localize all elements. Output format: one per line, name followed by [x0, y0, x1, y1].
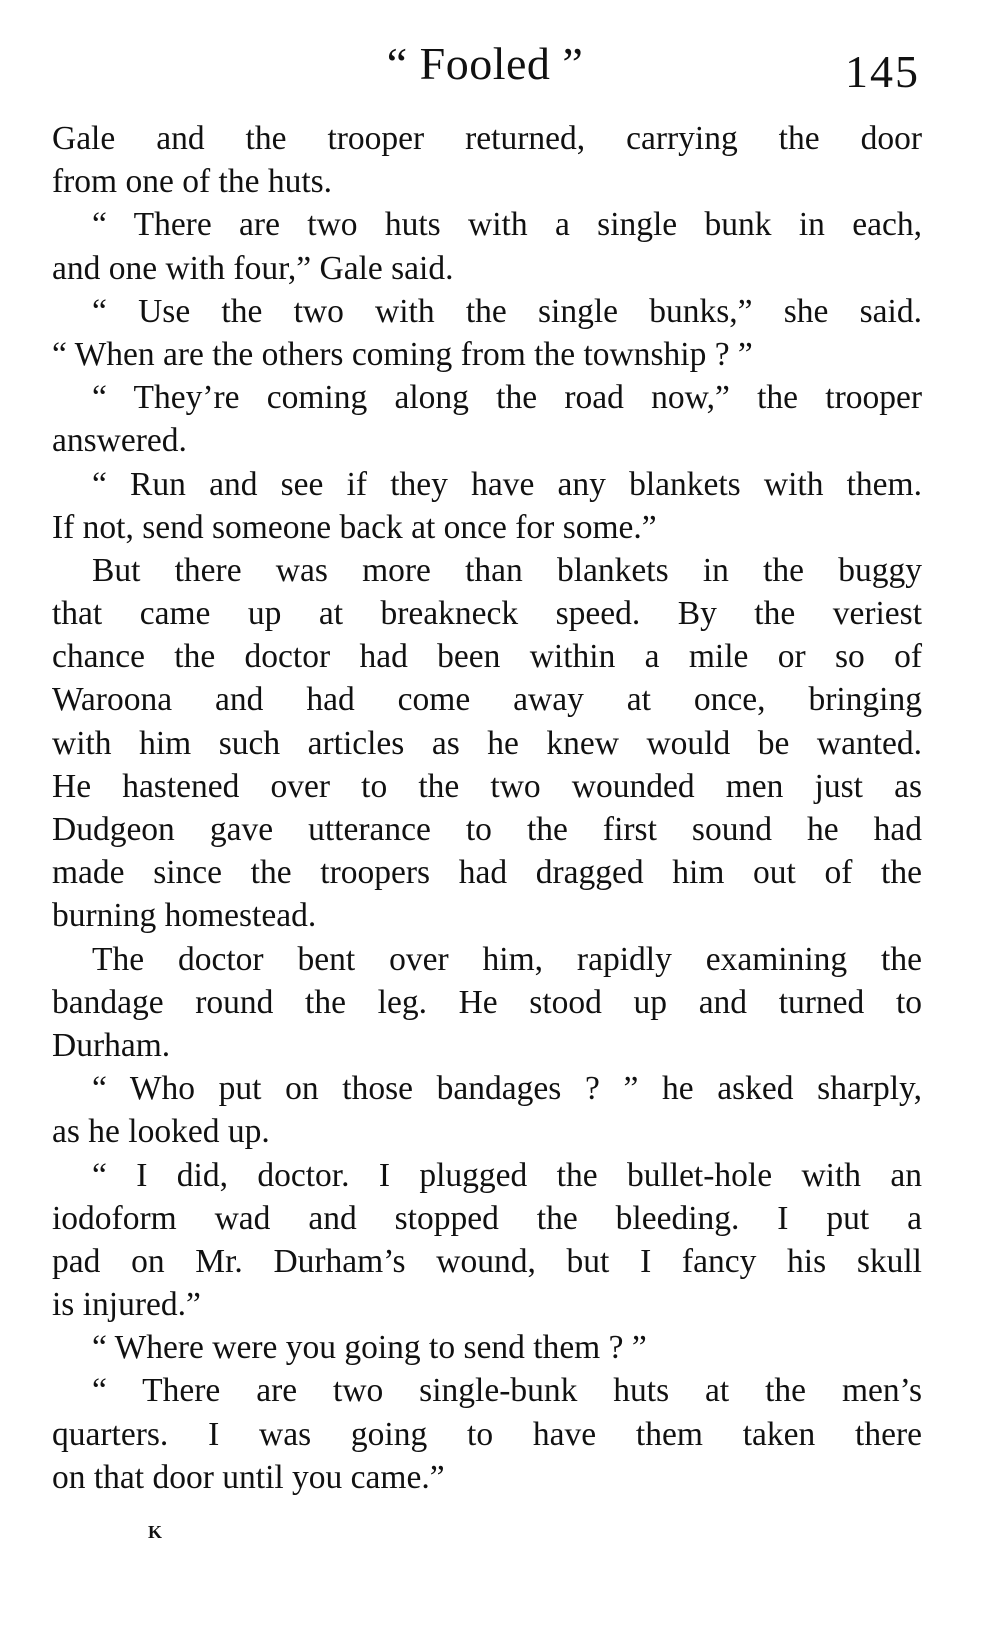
text-line: with him such articles as he knew would be wanted.	[52, 724, 922, 762]
text-line: that came up at breakneck speed. By the veriest	[52, 595, 922, 633]
text-line: “ Who put on those bandages ? ” he asked sharply,	[92, 1070, 922, 1108]
text-line: But there was more than blankets in the buggy	[92, 551, 922, 589]
text-line: If not, send someone back at once for some.”	[52, 508, 657, 546]
text-line: Waroona and had come away at once, bringing	[52, 681, 922, 719]
page-number: 145	[845, 46, 920, 97]
running-title: “ Fooled ”	[386, 38, 584, 89]
text-line: “ There are two single-bunk huts at the men’s	[92, 1372, 922, 1410]
text-line: on that door until you came.”	[52, 1458, 445, 1496]
text-line: is injured.”	[52, 1286, 201, 1324]
text-line: “ Use the two with the single bunks,” she said.	[92, 292, 922, 330]
text-line: chance the doctor had been within a mile or so of	[52, 638, 922, 676]
text-line: from one of the huts.	[52, 163, 333, 201]
text-line: “ Run and see if they have any blankets with them.	[92, 465, 922, 503]
running-head	[50, 34, 920, 104]
text-line: Dudgeon gave utterance to the first sound he had	[52, 811, 922, 848]
text-line: iodoform wad and stopped the bleeding. I put a	[52, 1199, 922, 1237]
text-line: “ I did, doctor. I plugged the bullet-hole with an	[92, 1156, 922, 1194]
signature-mark: K	[148, 1522, 164, 1542]
text-line: Gale and the trooper returned, carrying the door	[52, 120, 922, 157]
text-line: made since the troopers had dragged him out of the	[52, 854, 922, 892]
text-line: pad on Mr. Durham’s wound, but I fancy his skull	[52, 1242, 922, 1280]
text-line: Durham.	[52, 1026, 171, 1064]
text-line: “ They’re coming along the road now,” the trooper	[92, 379, 922, 417]
text-line: and one with four,” Gale said.	[52, 249, 454, 287]
text-line: answered.	[52, 422, 187, 460]
text-line: “ When are the others coming from the township ? ”	[52, 335, 753, 373]
text-line: quarters. I was going to have them taken there	[52, 1415, 922, 1453]
text-line: “ There are two huts with a single bunk in each,	[92, 206, 922, 244]
body-text	[52, 117, 922, 1499]
text-line: bandage round the leg. He stood up and turned to	[52, 983, 922, 1021]
text-line: burning homestead.	[52, 897, 317, 935]
text-line: as he looked up.	[52, 1113, 270, 1151]
text-line: He hastened over to the two wounded men just as	[52, 767, 922, 805]
text-line: The doctor bent over him, rapidly examining the	[92, 940, 922, 978]
text-line: “ Where were you going to send them ? ”	[92, 1329, 647, 1367]
